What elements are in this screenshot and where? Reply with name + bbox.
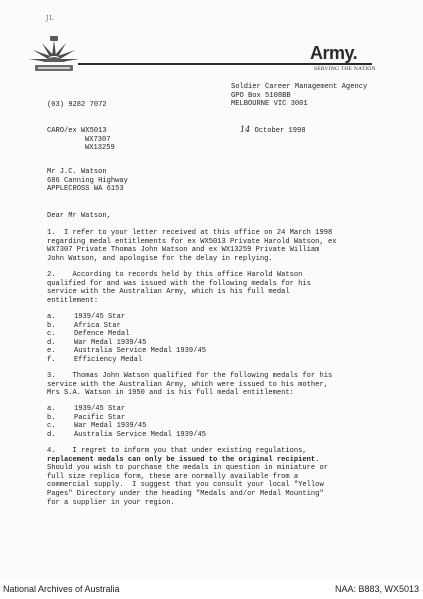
paragraph-line: service with the Australian Army, which is his full medal bbox=[47, 288, 290, 297]
reference-line: WX13259 bbox=[85, 144, 115, 153]
handwritten-initials: JL bbox=[46, 15, 55, 22]
paragraph-line: WX7307 Private Thomas John Watson and ex WX13259 Private William bbox=[47, 246, 320, 255]
paragraph-line: Pages" Directory under the heading "Medals and/or Medal Mounting" bbox=[47, 489, 324, 498]
salutation: Dear Mr Watson, bbox=[47, 212, 111, 220]
sender-line: MELBOURNE VIC 3001 bbox=[231, 100, 308, 109]
paragraph-line: 1. I refer to your letter received at this office on 24 March 1998 bbox=[47, 229, 333, 237]
paragraph-line: 4. I regret to inform you that under existing regulations, bbox=[47, 447, 307, 455]
reference-line: WX7307 bbox=[85, 135, 111, 144]
paragraph-line: qualified for and was issued with the following medals for his bbox=[47, 279, 311, 288]
medal-list-thomas bbox=[47, 405, 206, 439]
letterhead-rule bbox=[78, 63, 372, 65]
sender-address bbox=[231, 83, 367, 109]
army-brand-wordmark: Army. bbox=[310, 43, 358, 63]
list-item: b. Africa Star bbox=[47, 321, 121, 330]
rising-sun-badge-icon bbox=[28, 34, 80, 78]
paragraph-line: Mrs S.A. Watson in 1950 and is his full medal entitlement: bbox=[47, 389, 294, 398]
list-item: e. Australia Service Medal 1939/45 bbox=[47, 347, 206, 356]
medal-list-harold bbox=[47, 313, 206, 365]
recipient-line: 686 Canning Highway bbox=[47, 176, 128, 185]
list-item: c. Defence Medal bbox=[47, 330, 130, 339]
list-item: b. Pacific Star bbox=[47, 413, 126, 422]
paragraph-3 bbox=[47, 372, 332, 398]
paragraph-line: for a supplier in your region. bbox=[47, 498, 175, 507]
recipient-address bbox=[47, 168, 128, 194]
list-item: d. War Medal 1939/45 bbox=[47, 338, 147, 347]
list-item: d. Australia Service Medal 1939/45 bbox=[47, 430, 206, 439]
paragraph-line: commercial supply. I suggest that you consult your local "Yellow bbox=[47, 481, 324, 490]
paragraph-line: 2. According to records held by this office Harold Watson bbox=[47, 271, 303, 279]
paragraph-4 bbox=[47, 447, 328, 507]
paragraph-line: entitlement: bbox=[47, 296, 99, 305]
recipient-line: Mr J.C. Watson bbox=[47, 168, 107, 176]
paragraph-line: full size replica form, these are normally available from a bbox=[47, 472, 299, 481]
paragraph-line: Should you wish to purchase the medals in question in miniature or bbox=[47, 464, 328, 473]
list-item: f. Efficiency Medal bbox=[47, 355, 143, 364]
paragraph-line: John Watson, and apologise for the delay in replying. bbox=[47, 254, 273, 263]
army-tagline: SERVING THE NATION bbox=[314, 66, 376, 72]
paragraph-line: service with the Australian Army, which were issued to his mother, bbox=[47, 380, 328, 389]
footer-citation: NAA: B883, WX5013 bbox=[334, 584, 419, 594]
paragraph-line: replacement medals can only be issued to the original recipient. bbox=[47, 455, 320, 464]
list-item: a. 1939/45 Star bbox=[47, 313, 126, 321]
paragraph-1 bbox=[47, 229, 336, 263]
phone-number: (03) 9282 7072 bbox=[47, 101, 107, 109]
reference-line: CARO/ex WX5013 bbox=[47, 127, 107, 135]
paragraph-line: 3. Thomas John Watson qualified for the following medals for his bbox=[47, 372, 333, 380]
paragraph-2 bbox=[47, 271, 311, 305]
footer-archive-name: National Archives of Australia bbox=[3, 584, 120, 594]
sender-line: GPO Box 5108BB bbox=[231, 91, 291, 100]
letter-date bbox=[240, 126, 306, 136]
list-item: c. War Medal 1939/45 bbox=[47, 422, 147, 431]
list-item: a. 1939/45 Star bbox=[47, 405, 126, 413]
paragraph-line: regarding medal entitlements for ex WX5013 Private Harold Watson, ex bbox=[47, 237, 337, 246]
date-day-handwritten: 14 bbox=[240, 125, 251, 134]
sender-line: Soldier Career Management Agency bbox=[231, 83, 368, 91]
recipient-line: APPLECROSS WA 6153 bbox=[47, 185, 124, 194]
date-month-year: October 1998 bbox=[254, 127, 306, 135]
reference-block bbox=[47, 127, 115, 153]
bold-regulation-phrase: replacement medals can only be issued to the original recipient bbox=[47, 455, 316, 464]
